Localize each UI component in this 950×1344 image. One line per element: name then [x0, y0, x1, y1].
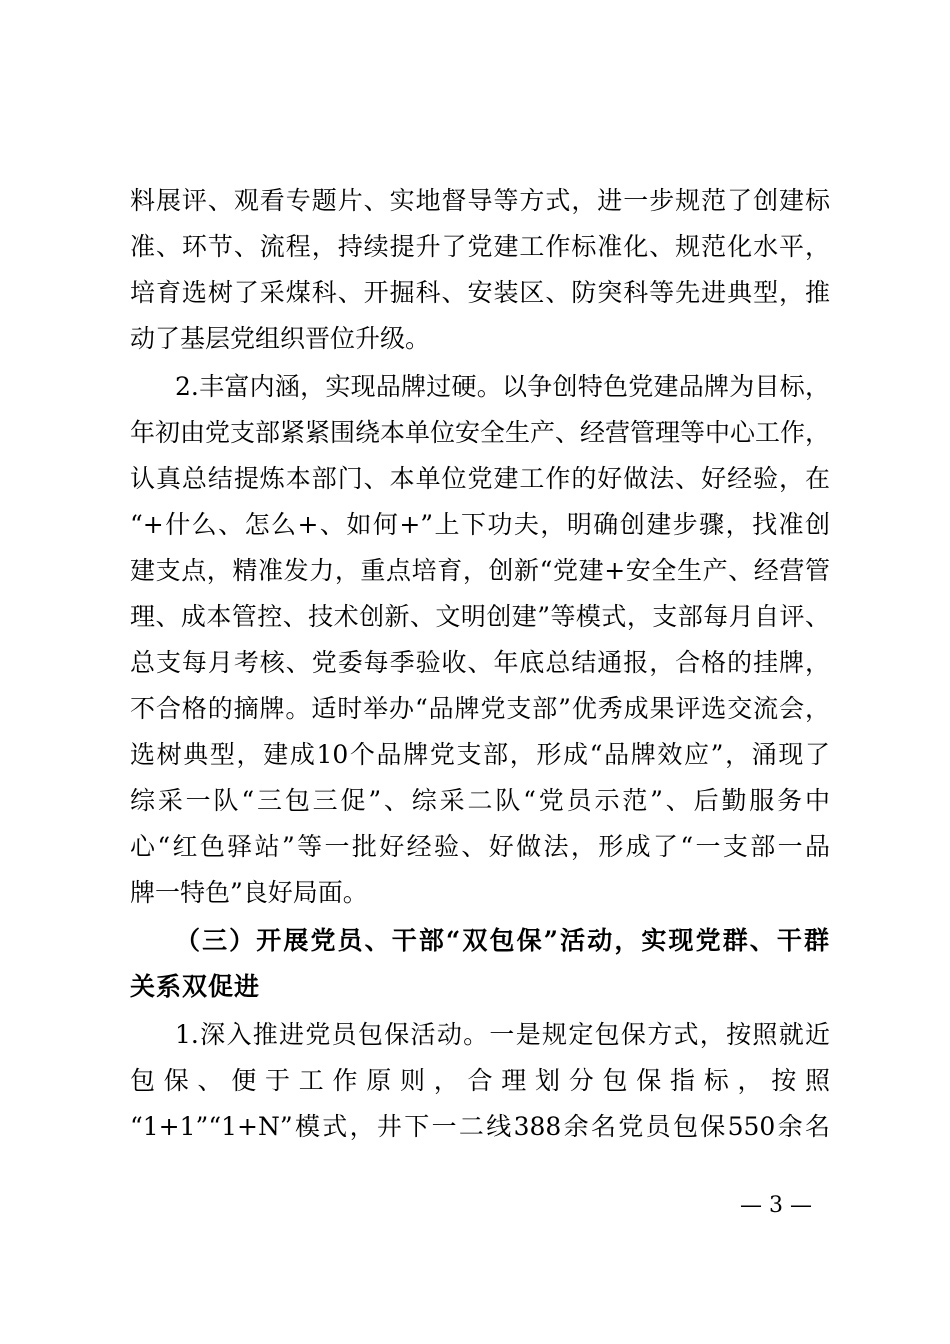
body-text-line: 心“红色驿站”等一批好经验、好做法，形成了“一支部一品	[130, 832, 830, 861]
body-text-line: “1+1”“1+N”模式，井下一二线388余名党员包保550余名	[130, 1112, 830, 1141]
body-text-line: 建支点，精准发力，重点培育，创新“党建+安全生产、经营管	[130, 556, 830, 585]
body-text-line: 牌一特色”良好局面。	[130, 878, 368, 907]
body-text-line: 年初由党支部紧紧围绕本单位安全生产、经营管理等中心工作，	[130, 418, 831, 447]
body-text-line: 综采一队“三包三促”、综采二队“党员示范”、后勤服务中	[130, 786, 830, 815]
section-heading: （三）开展党员、干部“双包保”活动，实现党群、干群	[175, 926, 830, 955]
section-heading-continued: 关系双促进	[130, 972, 261, 1001]
body-text-line: 包保、便于工作原则，合理划分包保指标，按照	[130, 1066, 830, 1095]
body-text-line: 不合格的摘牌。适时举办“品牌党支部”优秀成果评选交流会，	[130, 694, 830, 723]
body-text-line: 总支每月考核、党委每季验收、年底总结通报，合格的挂牌，	[130, 648, 830, 677]
page-number: — 3 —	[740, 1193, 812, 1218]
body-text-line: 选树典型，建成10个品牌党支部，形成“品牌效应”，涌现了	[130, 740, 830, 769]
body-text-line: 培育选树了采煤科、开掘科、安装区、防突科等先进典型，推	[130, 278, 830, 307]
body-text-line: 准、环节、流程，持续提升了党建工作标准化、规范化水平，	[130, 232, 830, 261]
body-text-line: 认真总结提炼本部门、本单位党建工作的好做法、好经验，在	[130, 464, 830, 493]
paragraph-first-line: 2.丰富内涵，实现品牌过硬。以争创特色党建品牌为目标，	[175, 372, 830, 401]
body-text-line: 料展评、观看专题片、实地督导等方式，进一步规范了创建标	[130, 186, 830, 215]
paragraph-first-line: 1.深入推进党员包保活动。一是规定包保方式，按照就近	[175, 1020, 830, 1049]
body-text-line: 理、成本管控、技术创新、文明创建”等模式，支部每月自评、	[130, 602, 830, 631]
body-text-line: 动了基层党组织晋位升级。	[130, 324, 431, 353]
body-text-line: “+什么、怎么+、如何+”上下功夫，明确创建步骤，找准创	[130, 510, 830, 539]
